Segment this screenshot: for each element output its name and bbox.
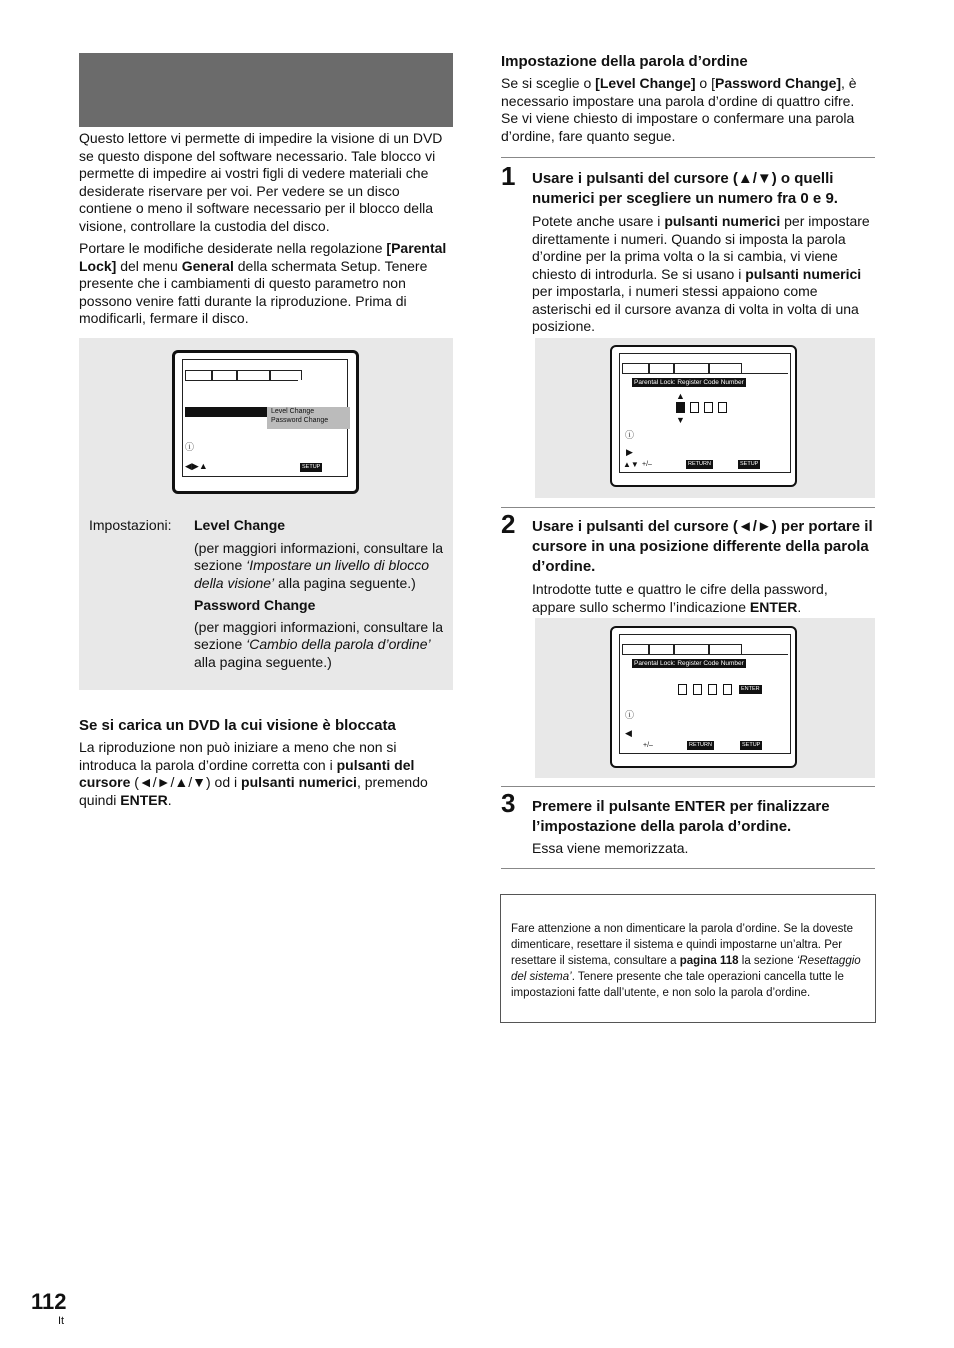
step-1-heading: Usare i pulsanti del cursore (▲/▼) o quelli numerici per scegliere un numero fra 0 e 9. [532,170,838,207]
selected-row-bar [185,407,267,417]
settings-label: Impostazioni: [89,517,172,533]
submenu-popup [267,407,350,429]
info-icon: ⓘ [625,430,635,440]
locked-dvd-heading: Se si carica un DVD la cui visione è bloccata [79,717,396,734]
screen2-title: Parental Lock: Register Code Number [634,379,744,386]
enter-button-label: ENTER [741,686,760,692]
up-down-arrows-icon: ▲▼ [623,460,639,469]
submenu-item-password-change[interactable]: Password Change [271,417,329,424]
divider [501,786,875,787]
note-box [500,894,876,1023]
parental-lock-paragraph: Portare le modifiche desiderate nella regolazione [Parental Lock] del menu General della schermata Setup. Tenere presente che i cambiamenti di questo parametro non possono venire fatti durante la riproduzione. Prima di modificarli, fermare il disco. [79,240,447,326]
divider [501,157,875,158]
option-password-change: Password Change [194,597,316,613]
setup-button-label: SETUP [302,464,321,470]
password-section-title: Impostazione della parola d’ordine [501,53,748,70]
info-icon: ⓘ [185,442,195,452]
option-level-change-desc: (per maggiori informazioni, consultare la sezione ‘Impostare un livello di blocco della visione’ alla pagina seguente.) [194,539,443,591]
code-digit-boxes [676,402,727,413]
step-number-3: 3 [501,788,516,818]
screen3-title: Parental Lock: Register Code Number [634,660,744,667]
option-level-change: Level Change [194,517,286,533]
register-code-screen-1 [610,345,797,487]
right-arrow-icon: ▶ [626,447,633,457]
submenu-item-level-change[interactable]: Level Change [271,408,315,415]
left-arrow-icon: ◀ [625,728,632,738]
note-text: Fare attenzione a non dimenticare la parola d’ordine. Se la doveste dimenticare, resettare il sistema e quindi impostarne un’altra. Per resettare il sistema, consultare a pagina 118 la sezione ‘Resettaggio del sistema’. Tenere presente che tale operazioni cancella tutte le impostazioni fatte dall’utente, e non solo la parola d’ordine. [511,923,861,999]
code-digit-boxes [678,684,732,695]
step-number-1: 1 [501,161,516,191]
cursor-keys-icon: ◀▶▲ [185,461,208,471]
section-header-bar [79,53,453,127]
plus-minus-label: +/– [643,742,653,749]
down-arrow-icon: ▼ [676,415,685,425]
plus-minus-label: +/– [642,461,652,468]
page-number: 112 [31,1289,67,1314]
divider [501,868,875,869]
return-button-label: RETURN [689,742,712,748]
step-number-2: 2 [501,509,516,539]
step-1-body: Potete anche usare i pulsanti numerici per impostare direttamente i numeri. Quando si imposta la parola d’ordine per la prima volta o la si cambia, vi viene chiesto di introdurla. Se si usano i pulsanti numerici per impostarla, i numeri stessi appaiono come asterischi ed il cursore avanza di volta in volta di una posizione. [532,213,870,334]
step-3-body: Essa viene memorizzata. [532,840,689,856]
password-intro: Se si sceglie o [Level Change] o [Password Change], è necessario impostare una parola d’ordine di quattro cifre. Se vi viene chiesto di impostare o confermare una parola d’ordine, fare quanto segue. [501,75,857,144]
up-arrow-icon: ▲ [676,391,685,401]
divider [501,507,875,508]
register-code-screen-2 [610,626,797,768]
language-code: It [58,1315,65,1327]
step-3-heading: Premere il pulsante ENTER per finalizzare l’impostazione della parola d’ordine. [532,798,830,835]
settings-options [194,517,446,671]
option-password-change-desc: (per maggiori informazioni, consultare la sezione ‘Cambio della parola d’ordine’ alla pagina seguente.) [194,618,443,670]
locked-dvd-paragraph: La riproduzione non può iniziare a meno che non si introduca la parola d’ordine corretta con i pulsanti del cursore (◄/►/▲/▼) od i pulsanti numerici, premendo quindi ENTER. [79,739,428,808]
return-button-label: RETURN [688,461,711,467]
setup-button-label: SETUP [742,742,761,748]
tab-underline [185,380,298,381]
step-2-heading: Usare i pulsanti del cursore (◄/►) per portare il cursore in una posizione differente della parola d’ordine. [532,518,873,575]
setup-screen-illustration [172,350,359,494]
setup-button-label: SETUP [740,461,759,467]
menu-tabs [185,370,302,380]
intro-paragraph: Questo lettore vi permette di impedire la visione di un DVD se questo dispone del software necessario. Tale blocco vi permette di impedire ai vostri figli di vedere materiali che desiderate riservare per voi. Per vedere se un disco contiene o meno il software necessario per il blocco della visione, controllare la custodia del disco. [79,130,443,234]
step-2-body: Introdotte tutte e quattro le cifre della password, appare sullo schermo l’indicazione ENTER. [532,581,828,615]
info-icon: ⓘ [625,710,635,720]
